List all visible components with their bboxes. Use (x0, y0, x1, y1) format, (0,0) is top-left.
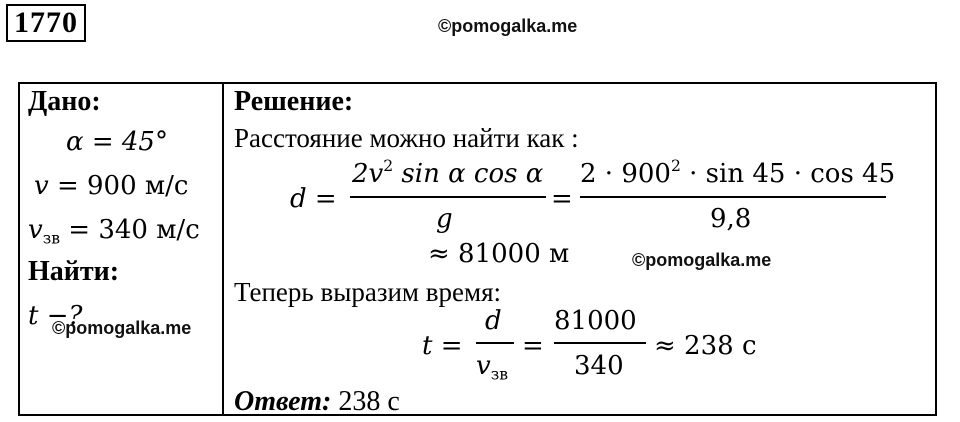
solution-line-1: Расстояние можно найти как : (234, 123, 579, 153)
fraction-3-denominator: $v_{зв}$ (476, 351, 508, 384)
given-alpha: α = 45° (66, 127, 168, 157)
distance-result: ≈ 81000 м (428, 239, 570, 269)
fraction-3-line (476, 342, 514, 344)
answer-value: 238 с (331, 386, 400, 417)
answer (234, 386, 400, 418)
given-velocity: v = 900 м/с (34, 171, 189, 201)
watermark-left: ©pomogalka.me (52, 318, 192, 338)
solution-label: Решение: (234, 86, 354, 117)
fraction-2-denominator: 9,8 (710, 204, 752, 234)
answer-label: Ответ: (234, 386, 332, 417)
fraction-1-denominator: g (436, 204, 453, 234)
solution-line-2: Теперь выразим время: (234, 277, 502, 307)
watermark-middle: ©pomogalka.me (632, 250, 772, 270)
find-time: t −? (28, 301, 83, 331)
problem-number: 1770 (6, 4, 86, 42)
fraction-3-numerator: d (485, 306, 502, 336)
fraction-1-line (350, 196, 546, 198)
given-sound-velocity: $v_{зв} = 340$ м/с (28, 215, 200, 248)
time-lhs: t = (422, 331, 463, 361)
equals-1: = (551, 184, 573, 214)
time-result: ≈ 238 с (654, 331, 757, 361)
watermark-top: ©pomogalka.me (438, 16, 578, 36)
equals-2: = (522, 331, 544, 361)
fraction-1-numerator: $2v^2$ sin α cos α (352, 157, 544, 189)
fraction-4-line (554, 342, 646, 344)
distance-lhs: d = (290, 184, 337, 214)
fraction-2-numerator: $2 \cdot 900^2 \cdot \sin 45 \cdot \cos 45$ (580, 157, 896, 189)
fraction-4-denominator: 340 (574, 351, 624, 381)
column-divider (222, 82, 224, 416)
fraction-2-line (580, 196, 886, 198)
find-label: Найти: (28, 256, 120, 287)
fraction-4-numerator: 81000 (554, 306, 637, 336)
given-label: Дано: (28, 86, 101, 117)
